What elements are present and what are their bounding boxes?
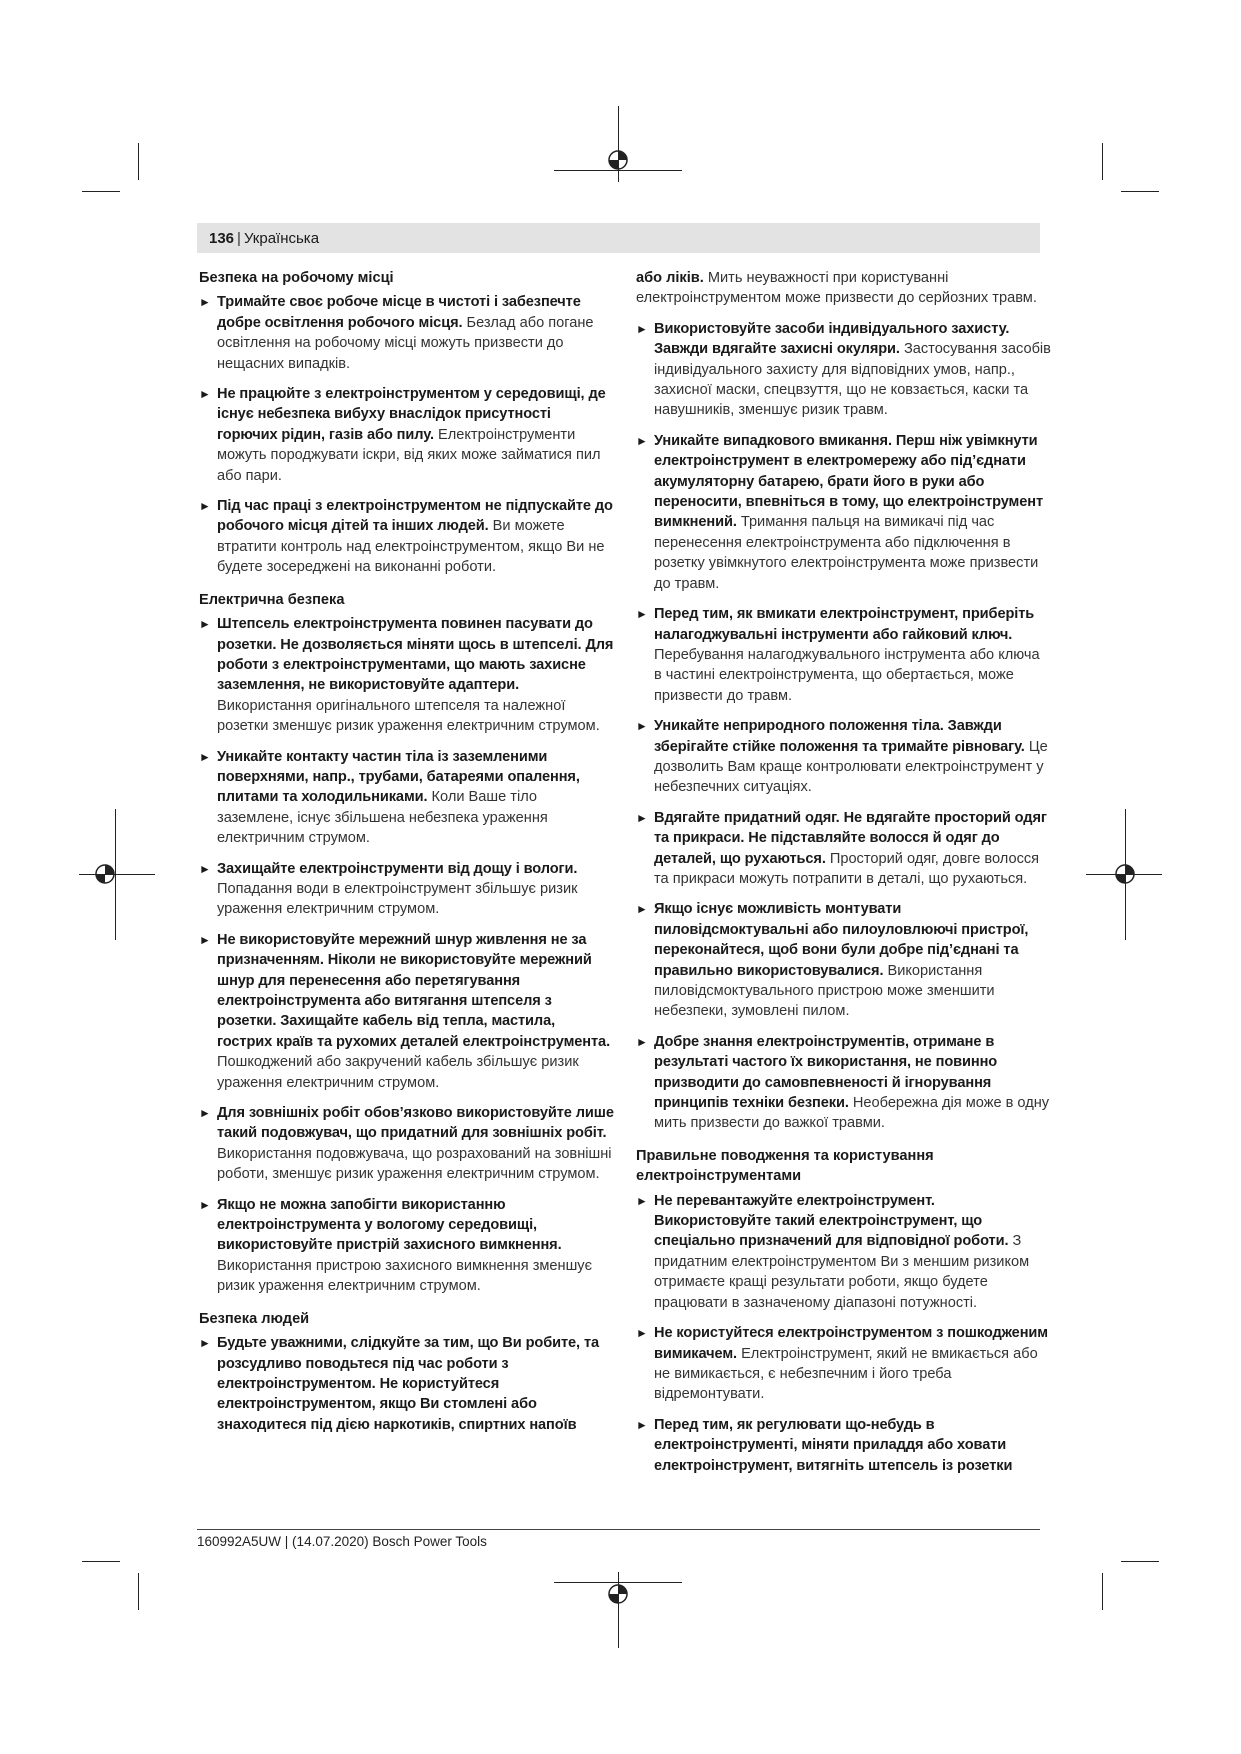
crop-mark-top-right-h [1121, 191, 1159, 192]
crop-mark-bottom-left-v [138, 1573, 139, 1610]
bullet-triangle-icon: ► [636, 1326, 648, 1341]
header-separator: | [237, 229, 241, 247]
registration-left-hline [79, 874, 155, 875]
header-language: Українська [243, 229, 320, 247]
bullet-triangle-icon: ► [636, 433, 648, 448]
list-item: ► Уникайте випадкового вмикання. Перш ніж увімкнути електроінструмент в електромережу або під’єднати акумуляторну батарею, брати його в руки або переносити, впевніться в тому, що електроінструмент вимкнений. Тримання пальця на вимикачі під час перенесення електроінструмента або підключення в розетку увімкнутого електроінструмента може призвести до травм. [636, 432, 1044, 592]
page-number: 136 [209, 229, 235, 247]
section-heading: Електрична безпека [199, 591, 345, 608]
bullet-triangle-icon: ► [636, 902, 648, 917]
list-item: ► Не використовуйте мережний шнур живлення не за призначенням. Ніколи не використовуйте мережний шнур для перенесення або перетягування електроінструмента або витягання штепселя з розетки. Захищайте кабель від тепла, мастила, гострих країв та рухомих деталей електроінструмента. Пошкоджений або закручений кабель збільшує ризик ураження електричним струмом. [199, 931, 611, 1091]
list-item: ► Будьте уважними, слідкуйте за тим, що Ви робите, та розсудливо поводьтеся під час роботи з електроінструментом. Не користуйтеся електроінструментом, якщо Ви стомлені або знаходитеся під дією наркотиків, спиртних напоїв [199, 1335, 600, 1433]
bullet-triangle-icon: ► [199, 932, 211, 947]
list-item: ► Якщо існує можливість монтувати пиловідсмоктувальні або пилоуловлюючі пристрої, переконайтеся, щоб вони були добре під’єднані та правильно використовувалися. Використання пиловідсмоктувального пристрою може зменшити небезпеки, зумовлені пилом. [636, 901, 1029, 1020]
list-item: ► Використовуйте засоби індивідуального захисту. Завжди вдягайте захисні окуляри. Застосування засобів індивідуального захисту для відповідних умов, напр., захисної маски, спецвзуття, що не ковзається, каски та навушників, зменшує ризик травм. [636, 320, 1051, 419]
registration-target-icon [1114, 863, 1136, 885]
list-item: ► Не перевантажуйте електроінструмент. Використовуйте такий електроінструмент, що спеціально призначений для відповідної роботи. З придатним електроінструментом Ви з меншим ризиком отримаєте кращі результати роботи, якщо будете працювати в зазначеному діапазоні потужності. [636, 1192, 1030, 1311]
list-item: ► Захищайте електроінструменти від дощу і вологи. Попадання води в електроінструмент збільшує ризик ураження електричним струмом. [199, 860, 578, 918]
bullet-triangle-icon: ► [636, 321, 648, 336]
list-item: ► Тримайте своє робоче місце в чистоті і забезпечте добре освітлення робочого місця. Безлад або погане освітлення на робочому місці можуть призвести до нещасних випадків. [199, 294, 594, 372]
bullet-triangle-icon: ► [199, 1106, 211, 1121]
crop-mark-bottom-left-h [82, 1561, 120, 1562]
crop-mark-bottom-right-h [1121, 1561, 1159, 1562]
section-heading: Безпека людей [199, 1310, 310, 1327]
right-column [636, 268, 1051, 1486]
crop-mark-bottom-right-v [1102, 1573, 1103, 1610]
list-item: ► Для зовнішніх робіт обов’язково використовуйте лише такий подовжувач, що придатний для зовнішніх робіт. Використання подовжувача, що розрахований на зовнішні роботи, зменшує ризик ураження електричним струмом. [199, 1105, 614, 1183]
list-item: ► Під час праці з електроінструментом не підпускайте до робочого місця дітей та інших людей. Ви можете втратити контроль над електроінструментом, якщо Ви не будете зосереджені на виконанні роботи. [199, 498, 613, 576]
bullet-triangle-icon: ► [199, 617, 211, 632]
crop-mark-top-right-v [1102, 143, 1103, 180]
bullet-triangle-icon: ► [636, 719, 648, 734]
bullet-triangle-icon: ► [199, 499, 211, 514]
bullet-triangle-icon: ► [199, 295, 211, 310]
registration-target-icon [607, 149, 629, 171]
bullet-triangle-icon: ► [636, 1193, 648, 1208]
crop-mark-top-left-h [82, 191, 120, 192]
list-item: ► Вдягайте придатний одяг. Не вдягайте просторий одяг та прикраси. Не підставляйте волосся й одяг до деталей, що рухаються. Просторий одяг, довге волосся та прикраси можуть потрапити в деталі, що рухаються. [636, 809, 1047, 887]
list-item: ► Не працюйте з електроінструментом у середовищі, де існує небезпека вибуху внаслідок присутності горючих рідин, газів або пилу. Електроінструменти можуть породжувати іскри, від яких може займатися пил або пари. [199, 386, 606, 484]
bullet-triangle-icon: ► [636, 1034, 648, 1049]
left-column [199, 268, 614, 1445]
list-item: ► Перед тим, як регулювати що-небудь в електроінструменті, міняти приладдя або ховати електроінструмент, витягніть штепсель із розетки [636, 1416, 1013, 1474]
section-heading: Правильне поводження та користування електроінструментами [636, 1147, 934, 1185]
list-item: ► Уникайте контакту частин тіла із заземленими поверхнями, напр., трубами, батареями опалення, плитами та холодильниками. Коли Ваше тіло заземлене, існує збільшена небезпека ураження електричним струмом. [199, 748, 580, 847]
page-footer: 160992A5UW | (14.07.2020) Bosch Power Tools [197, 1534, 487, 1549]
continued-paragraph: або ліків. Мить неуважності при користуванні електроінструментом може призвести до серйозних травм. [636, 270, 1037, 307]
registration-target-icon [607, 1583, 629, 1605]
list-item: ► Не користуйтеся електроінструментом з пошкодженим вимикачем. Електроінструмент, який не вмикається або не вимикається, є небезпечним і його треба відремонтувати. [636, 1325, 1048, 1403]
bullet-triangle-icon: ► [199, 387, 211, 402]
bullet-triangle-icon: ► [636, 810, 648, 825]
bullet-triangle-icon: ► [199, 861, 211, 876]
bullet-triangle-icon: ► [636, 607, 648, 622]
page-header [197, 223, 1040, 253]
footer-rule [197, 1529, 1040, 1530]
list-item: ► Якщо не можна запобігти використанню електроінструмента у вологому середовищі, використовуйте пристрій захисного вимкнення. Використання пристрою захисного вимкнення зменшує ризик ураження електричним струмом. [199, 1196, 593, 1295]
crop-mark-top-left-v [138, 143, 139, 180]
bullet-triangle-icon: ► [199, 1336, 211, 1351]
bullet-triangle-icon: ► [199, 1197, 211, 1212]
list-item: ► Добре знання електроінструментів, отримане в результаті частого їх використання, не повинно призводити до самовпевненості й ігнорування принципів техніки безпеки. Необережна дія може в одну мить призвести до важкої травми. [636, 1033, 1050, 1132]
list-item: ► Перед тим, як вмикати електроінструмент, приберіть налагоджувальні інструменти або гайковий ключ. Перебування налагоджувального інструмента або ключа в частині електроінструмента, що обертається, може призвести до травм. [636, 606, 1040, 704]
bullet-triangle-icon: ► [636, 1417, 648, 1432]
bullet-triangle-icon: ► [199, 749, 211, 764]
list-item: ► Уникайте неприродного положення тіла. Завжди зберігайте стійке положення та тримайте рівновагу. Це дозволить Вам краще контролювати електроінструмент у небезпечних ситуаціях. [636, 718, 1048, 796]
registration-target-icon [94, 863, 116, 885]
list-item: ► Штепсель електроінструмента повинен пасувати до розетки. Не дозволяється міняти щось в штепселі. Для роботи з електроінструментами, що мають захисне заземлення, не використовуйте адаптери. Використання оригінального штепселя та належної розетки зменшує ризик ураження електричним струмом. [199, 616, 614, 735]
section-heading: Безпека на робочому місці [199, 270, 394, 286]
